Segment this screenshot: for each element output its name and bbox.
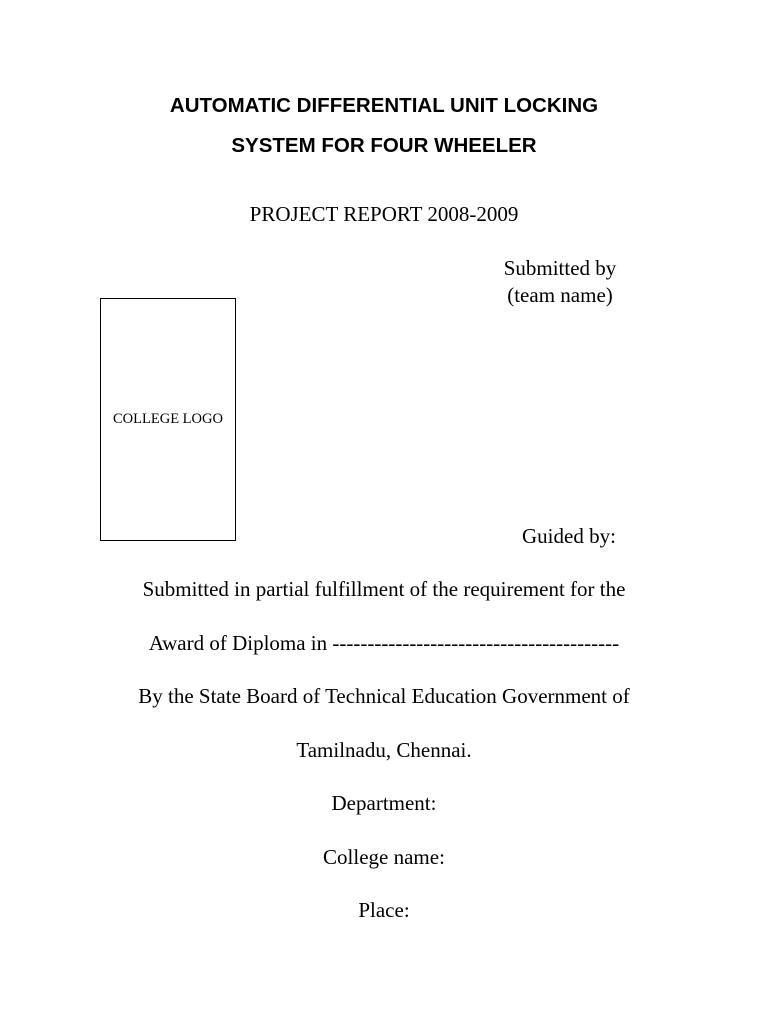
project-report-line: PROJECT REPORT 2008-2009: [249, 202, 519, 226]
submitted-by-label: Submitted by: [503, 256, 617, 280]
college-name-field: College name:: [323, 845, 445, 869]
place-field: Place:: [358, 898, 410, 922]
title-line-2: SYSTEM FOR FOUR WHEELER: [231, 134, 537, 157]
department-field: Department:: [331, 791, 437, 815]
body-line-1: Submitted in partial fulfillment of the requirement for the: [142, 577, 626, 601]
guided-by-label: Guided by:: [522, 524, 616, 548]
body-line-3: By the State Board of Technical Education Government of: [138, 684, 630, 708]
college-logo-label: COLLEGE LOGO: [113, 411, 223, 427]
team-name-placeholder: (team name): [507, 283, 613, 307]
title-line-1: AUTOMATIC DIFFERENTIAL UNIT LOCKING: [169, 94, 599, 117]
body-line-2: Award of Diploma in -----------------------------------------: [148, 631, 620, 655]
body-line-4: Tamilnadu, Chennai.: [296, 738, 472, 762]
college-logo-placeholder: [100, 298, 236, 541]
